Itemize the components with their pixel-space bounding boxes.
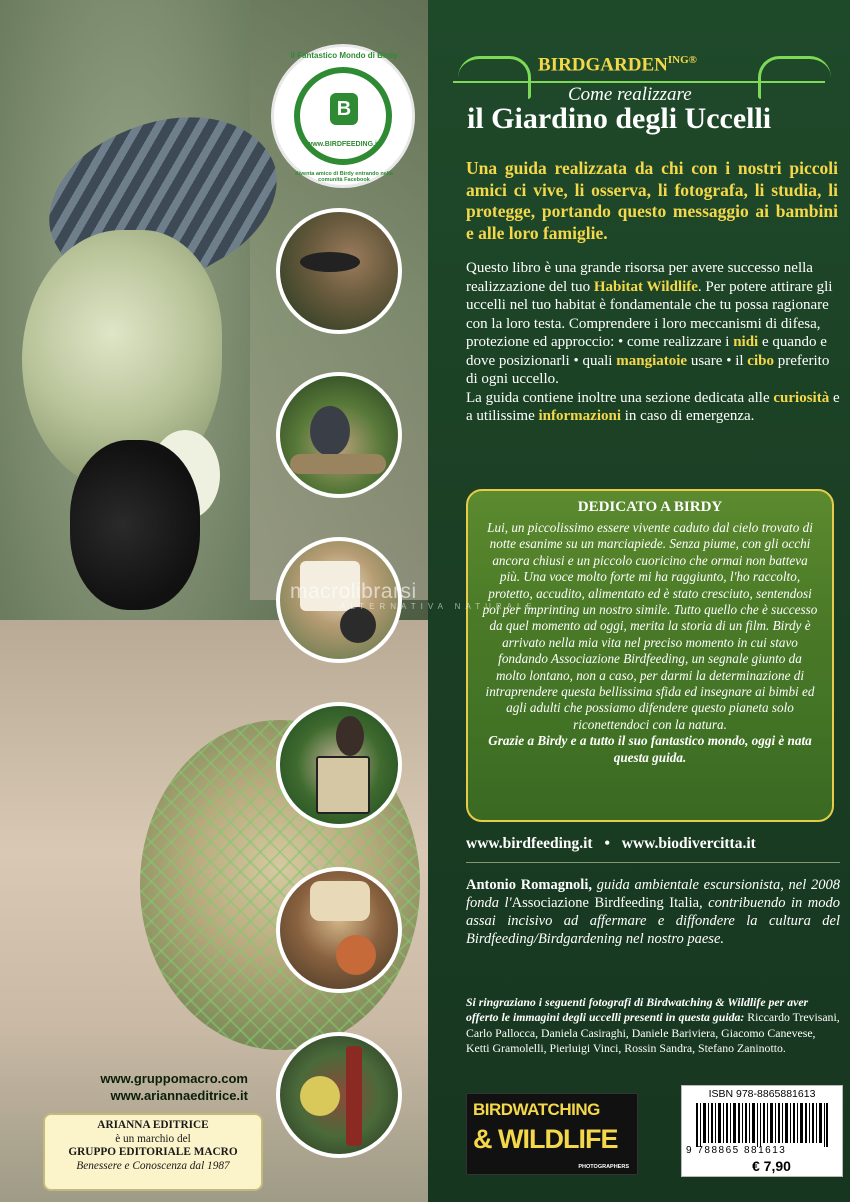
websites-separator: •: [604, 835, 610, 852]
publisher-group: GRUPPO EDITORIALE MACRO: [68, 1146, 238, 1158]
link-birdfeeding[interactable]: www.birdfeeding.it: [466, 835, 593, 852]
publisher-links: [58, 1070, 248, 1104]
dedication-box: [466, 489, 834, 822]
brand-superscript: ING®: [667, 54, 697, 66]
brand-underline: [453, 81, 825, 83]
dedication-story: Lui, un piccolissimo essere vivente caduto dal cielo trovato di notte esanime su un marciapiede. Senza piume, con gli occhi ancora chiusi e un piccolo cuoricino che ormai non batteva più. Una voce molto forte mi ha raggiunto, l'ho raccolto, protetto, accudito, alimentato ed è stato cresciuto, sentendosi poi per imprinting un nostro simile. Tutto quello che è successo da quel momento ad oggi, merita la storia di un film. Birdy è arrivato nella mia vita nel preciso momento in cui stavo fondando Associazione Birdfeeding, un segnale giunto da molto lontano, non a caso, per darmi la determinazione di intraprendere questa bellissima sfida ed insegnare ai bimbi ed agli adulti che possiamo difendere questo pianeta solo riconettendoci con la natura.: [482, 520, 818, 732]
watermark-sub: ALTERNATIVA NATURALE: [340, 602, 537, 611]
barcode-bars: [696, 1103, 828, 1147]
photo-tit-feeder: [276, 1032, 402, 1158]
photo-redstart-birdbath: [276, 372, 402, 498]
birdwatching-wildlife-logo: BIRDWATCHING & WILDLIFE PHOTOGRAPHERS: [466, 1093, 638, 1175]
photo-bird-feeder-1: [276, 208, 402, 334]
publisher-line2: è un marchio del: [115, 1132, 191, 1145]
description-p2: La guida contiene inoltre una sezione dedicata alle curiosità e a utilissime informazioni in caso di emergenza.: [466, 389, 840, 424]
logo-inner-ring: [294, 67, 392, 165]
credits-intro: Si ringraziano i seguenti fotografi di Birdwatching & Wildlife per aver offerto le immagini degli uccelli presenti in questa guida:: [466, 995, 809, 1025]
watermark: [290, 580, 590, 611]
bird-head: [70, 440, 200, 610]
book-title: il Giardino degli Uccelli: [467, 102, 772, 135]
dedication-heading: DEDICATO A BIRDY: [577, 499, 723, 515]
logo-url: www.BIRDFEEDING.it: [306, 141, 380, 148]
logo-letter: B: [330, 93, 358, 125]
credits-names: Riccardo Trevisani, Carlo Pallocca, Daniela Casiraghi, Daniele Bariviera, Giacomo Canevese, Ketti Gramolelli, Pierluigi Vinci, Rossin Sandra, Stefano Zaninotto.: [466, 1010, 840, 1055]
author-bio: Antonio Romagnoli, guida ambientale escursionista, nel 2008 fonda l'Associazione Birdfeeding Italia, contribuendo in modo assai incisivo ad affermare e diffondere la cultura del Birdfeeding/Birdgardening nel nostro paese.: [466, 877, 840, 947]
watermark-main: macrolibrarsi: [290, 580, 417, 603]
photo-suet-feeder: [276, 702, 402, 828]
right-hand-graphic: [758, 56, 831, 99]
logo-ring-bottom: diventa amico di Birdy entrando nella comunità Facebook: [295, 171, 393, 183]
birdy-logo: [271, 44, 415, 188]
link-ariannaeditrice[interactable]: www.ariannaeditrice.it: [110, 1088, 248, 1103]
photo-credits: [466, 995, 840, 1056]
author-name: Antonio Romagnoli,: [466, 877, 592, 893]
divider: [466, 862, 840, 863]
intro-paragraph: Una guida realizzata da chi con i nostri piccoli amici ci vive, li osserva, li fotografa, li studia, li protegge, portando questo messaggio ai bambini e alle loro famiglie.: [466, 158, 838, 243]
link-gruppomacro[interactable]: www.gruppomacro.com: [100, 1071, 248, 1086]
websites: [466, 835, 840, 853]
subtitle: Come realizzare: [568, 84, 692, 105]
publisher-tagline: Benessere e Conoscenza dal 1987: [76, 1159, 230, 1172]
publisher-box: [43, 1113, 263, 1191]
logo-ring-top: il Fantastico Mondo di Birdy: [290, 51, 398, 60]
isbn-barcode: [681, 1085, 843, 1177]
left-hand-graphic: [458, 56, 531, 99]
description-p1: Questo libro è una grande risorsa per avere successo nella realizzazione del tuo Habitat Wildlife. Per potere attirare gli uccelli nel tuo habitat è fondamentale che tu possa ragionare con la loro testa. Comprendere i loro meccanismi di difesa, protezione ed approccio: • come realizzare i nidi e quando e dove posizionarli • quali mangiatoie usare • il cibo preferito di ogni uccello.: [466, 260, 833, 387]
isbn-text: ISBN 978-8865881613: [708, 1088, 816, 1100]
dedication-closing: Grazie a Birdy e a tutto il suo fantastico mondo, oggi è nata questa guida.: [488, 733, 812, 765]
price: € 7,90: [752, 1158, 791, 1174]
barcode-digits: 9 788865 881613: [686, 1145, 787, 1156]
photo-robin-feeder: [276, 867, 402, 993]
link-biodivercitta[interactable]: www.biodivercitta.it: [621, 835, 756, 852]
brand-name: $BIRDGARDEN^{ING®}$: [538, 54, 697, 76]
description: [466, 259, 840, 426]
publisher-name: ARIANNA EDITRICE: [97, 1119, 209, 1131]
